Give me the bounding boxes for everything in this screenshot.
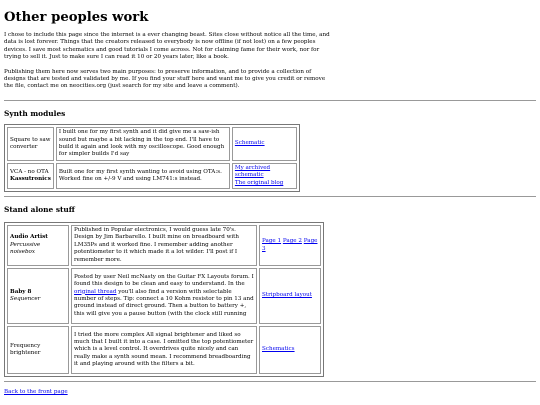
- page-title: Other peoples work: [4, 10, 149, 25]
- project-links: [259, 268, 321, 324]
- project-links: [259, 326, 321, 374]
- project-subtitle: Percussive noisebox: [10, 241, 41, 256]
- project-subtitle: Sequencer: [10, 296, 41, 303]
- intro-paragraph-2: Publishing them here now serves two main purposes: to preserve information, and to provide a collection of designs that are tested and validated by me. If you find your stuff here and want me to give you credit or remove the file, contact me on neocities.org (just search for my site and leave a comment).: [4, 68, 326, 90]
- description-text: Posted by user Neil mcNasty on the Guitar FX Layouts forum. I found this design to be clean and easy to understand. In the: [74, 273, 254, 288]
- table-row: [7, 163, 297, 189]
- module-description: Built one for my first synth wanting to avoid using OTA:s. Worked fine on +/-9 V and using LM741:s instead.: [56, 163, 230, 189]
- module-links: [232, 127, 297, 161]
- divider: [4, 100, 536, 101]
- synth-modules-table: [4, 124, 300, 192]
- section-heading-synth-modules: Synth modules: [4, 109, 66, 118]
- schematic-link[interactable]: Schematic: [234, 140, 265, 147]
- divider: [4, 381, 536, 382]
- project-description: Published in Popular electronics, I would guess late 70's. Design by Jim Barbarello. I built mine on breadboard with LM35Ps and it worked fine. I remember adding another potentiometer to it which made it a lot wilder. I'll post if I remember more.: [71, 225, 257, 266]
- stand-alone-table: [4, 222, 324, 377]
- project-name: [7, 268, 69, 324]
- project-description: [71, 268, 257, 324]
- intro-paragraph-1: I chose to include this page since the internet is a ever changing beast. Sites close without notice all the time, and data is lost forever. Things that the creators released to everybody is now offline (if not lost) on a few peoples devices. I save most schematics and good tutorials I come across. Not for claiming fame for their work, nor for trying to sell it. Just to make sure I can read it 10 or 20 years later, like a book.: [4, 32, 330, 61]
- description-text: you'll also find a version with selectable number of steps. Tip: connect a 10 Kohm resistor to pin 13 and ground instead of direct ground. Then a button to battery +, this will give you a pause button (with the clock still running: [74, 288, 254, 317]
- page-2-link[interactable]: Page 2: [282, 238, 302, 245]
- project-description: I tried the more complex All signal brightener and liked so much that I built it into a case. I omitted the top potentiometer which is a level control. It overdrives quite nicely and can really make a synth sound mean. I recommend breadboarding it and playing around with the filters a bit.: [71, 326, 257, 374]
- module-author: Kassutronics: [10, 176, 51, 183]
- table-row: [7, 268, 321, 324]
- module-links: [232, 163, 297, 189]
- table-row: [7, 225, 321, 266]
- table-row: [7, 326, 321, 374]
- project-name: [7, 326, 69, 374]
- project-title: Audio Artist: [10, 234, 48, 241]
- archived-schematic-link[interactable]: My archived schematic: [234, 165, 271, 179]
- project-title: Baby 8: [10, 288, 32, 295]
- original-blog-link[interactable]: The original blog: [234, 179, 284, 186]
- module-title: Square to saw converter: [10, 136, 51, 150]
- module-description: I built one for my first synth and it did give me a saw-ish sound but maybe a bit lacking in the top end. I'll have to build it again and look with my oscilloscope. Good enough for simpler builds I'd say: [56, 127, 230, 161]
- intro-text: [4, 32, 334, 98]
- page-3-link[interactable]: Page 3: [262, 238, 318, 252]
- module-title: VCA - no OTA: [10, 168, 49, 175]
- stripboard-layout-link[interactable]: Stripboard layout: [262, 292, 312, 299]
- page-1-link[interactable]: Page 1: [262, 238, 282, 245]
- project-title: Frequency brightener: [10, 342, 41, 357]
- table-row: [7, 127, 297, 161]
- schematics-link[interactable]: Schematics: [262, 346, 295, 353]
- module-name: [7, 163, 54, 189]
- divider: [4, 196, 536, 197]
- project-name: [7, 225, 69, 266]
- back-to-front-page-link[interactable]: Back to the front page: [4, 389, 68, 395]
- section-heading-stand-alone: Stand alone stuff: [4, 205, 75, 214]
- original-thread-link[interactable]: original thread: [74, 288, 117, 295]
- module-name: [7, 127, 54, 161]
- project-links: [259, 225, 321, 266]
